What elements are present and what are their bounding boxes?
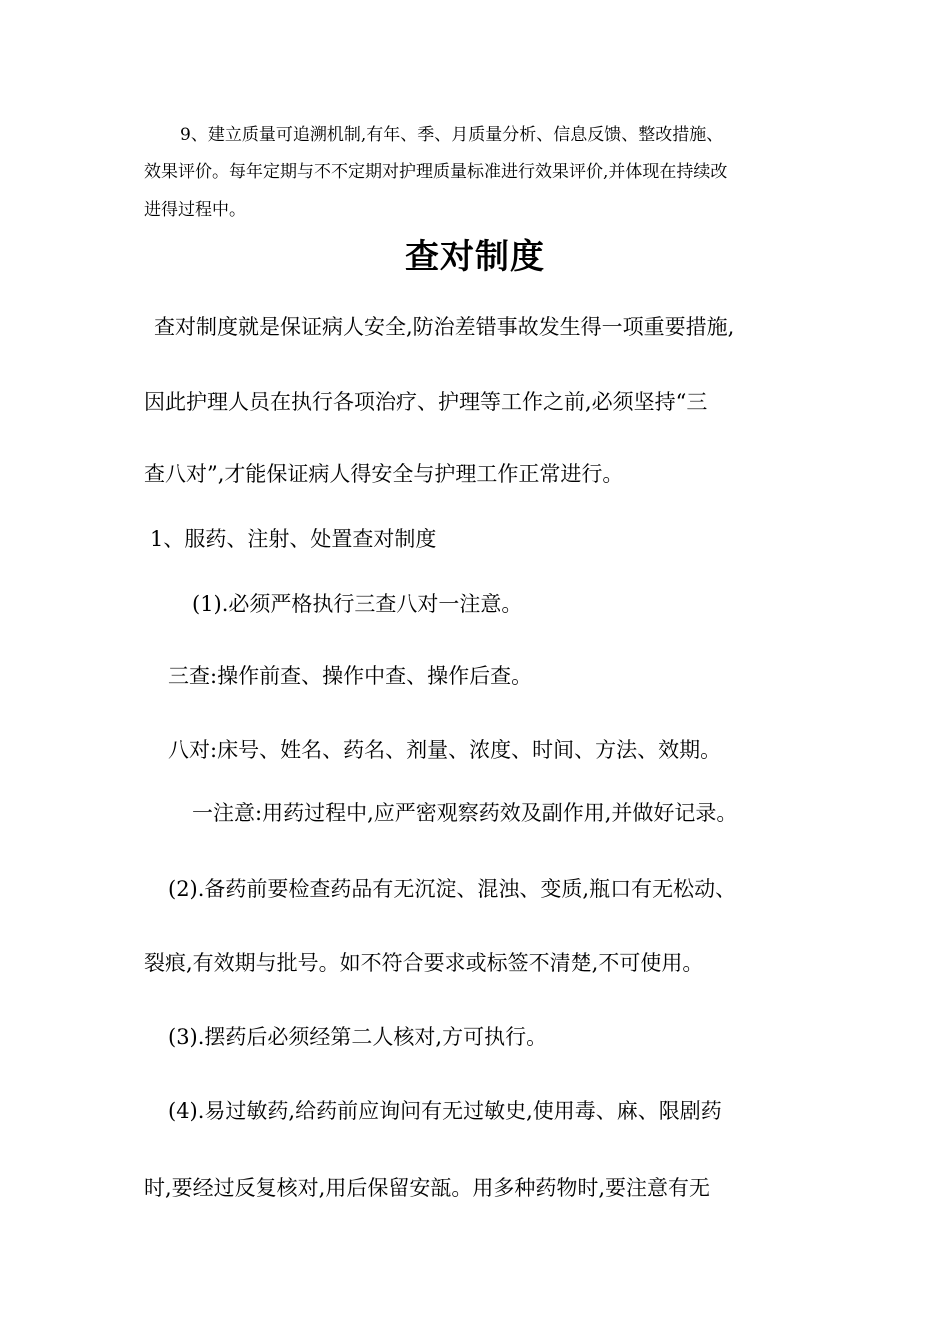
intro-line-1: 9、建立质量可追溯机制,有年、季、月质量分析、信息反馈、整改措施、 — [180, 125, 724, 145]
intro-line-3: 进得过程中。 — [144, 200, 246, 220]
one-attention: 一注意:用药过程中,应严密观察药效及副作用,并做好记录。 — [192, 801, 738, 825]
item-2-line-2: 裂痕,有效期与批号。如不符合要求或标签不清楚,不可使用。 — [144, 951, 704, 975]
item-4-line-1: (4).易过敏药,给药前应询问有无过敏史,使用毒、麻、限剧药 — [168, 1099, 722, 1123]
paragraph-line-3: 查八对”,才能保证病人得安全与护理工作正常进行。 — [144, 462, 624, 486]
page-title: 查对制度 — [405, 237, 545, 277]
item-2-line-1: (2).备药前要检查药品有无沉淀、混浊、变质,瓶口有无松动、 — [168, 877, 737, 901]
paragraph-line-2: 因此护理人员在执行各项治疗、护理等工作之前,必须坚持“三 — [144, 390, 708, 414]
item-4-line-2: 时,要经过反复核对,用后保留安瓿。用多种药物时,要注意有无 — [144, 1176, 711, 1200]
paragraph-line-1: 查对制度就是保证病人安全,防治差错事故发生得一项重要措施, — [154, 315, 735, 339]
three-checks: 三查:操作前查、操作中查、操作后查。 — [168, 664, 533, 688]
eight-checks: 八对:床号、姓名、药名、剂量、浓度、时间、方法、效期。 — [168, 738, 722, 762]
item-1: (1).必须严格执行三查八对一注意。 — [192, 592, 523, 616]
intro-line-2: 效果评价。每年定期与不不定期对护理质量标准进行效果评价,并体现在持续改 — [144, 162, 728, 182]
section-heading: 1、服药、注射、处置查对制度 — [150, 527, 437, 551]
item-3: (3).摆药后必须经第二人核对,方可执行。 — [168, 1025, 548, 1049]
